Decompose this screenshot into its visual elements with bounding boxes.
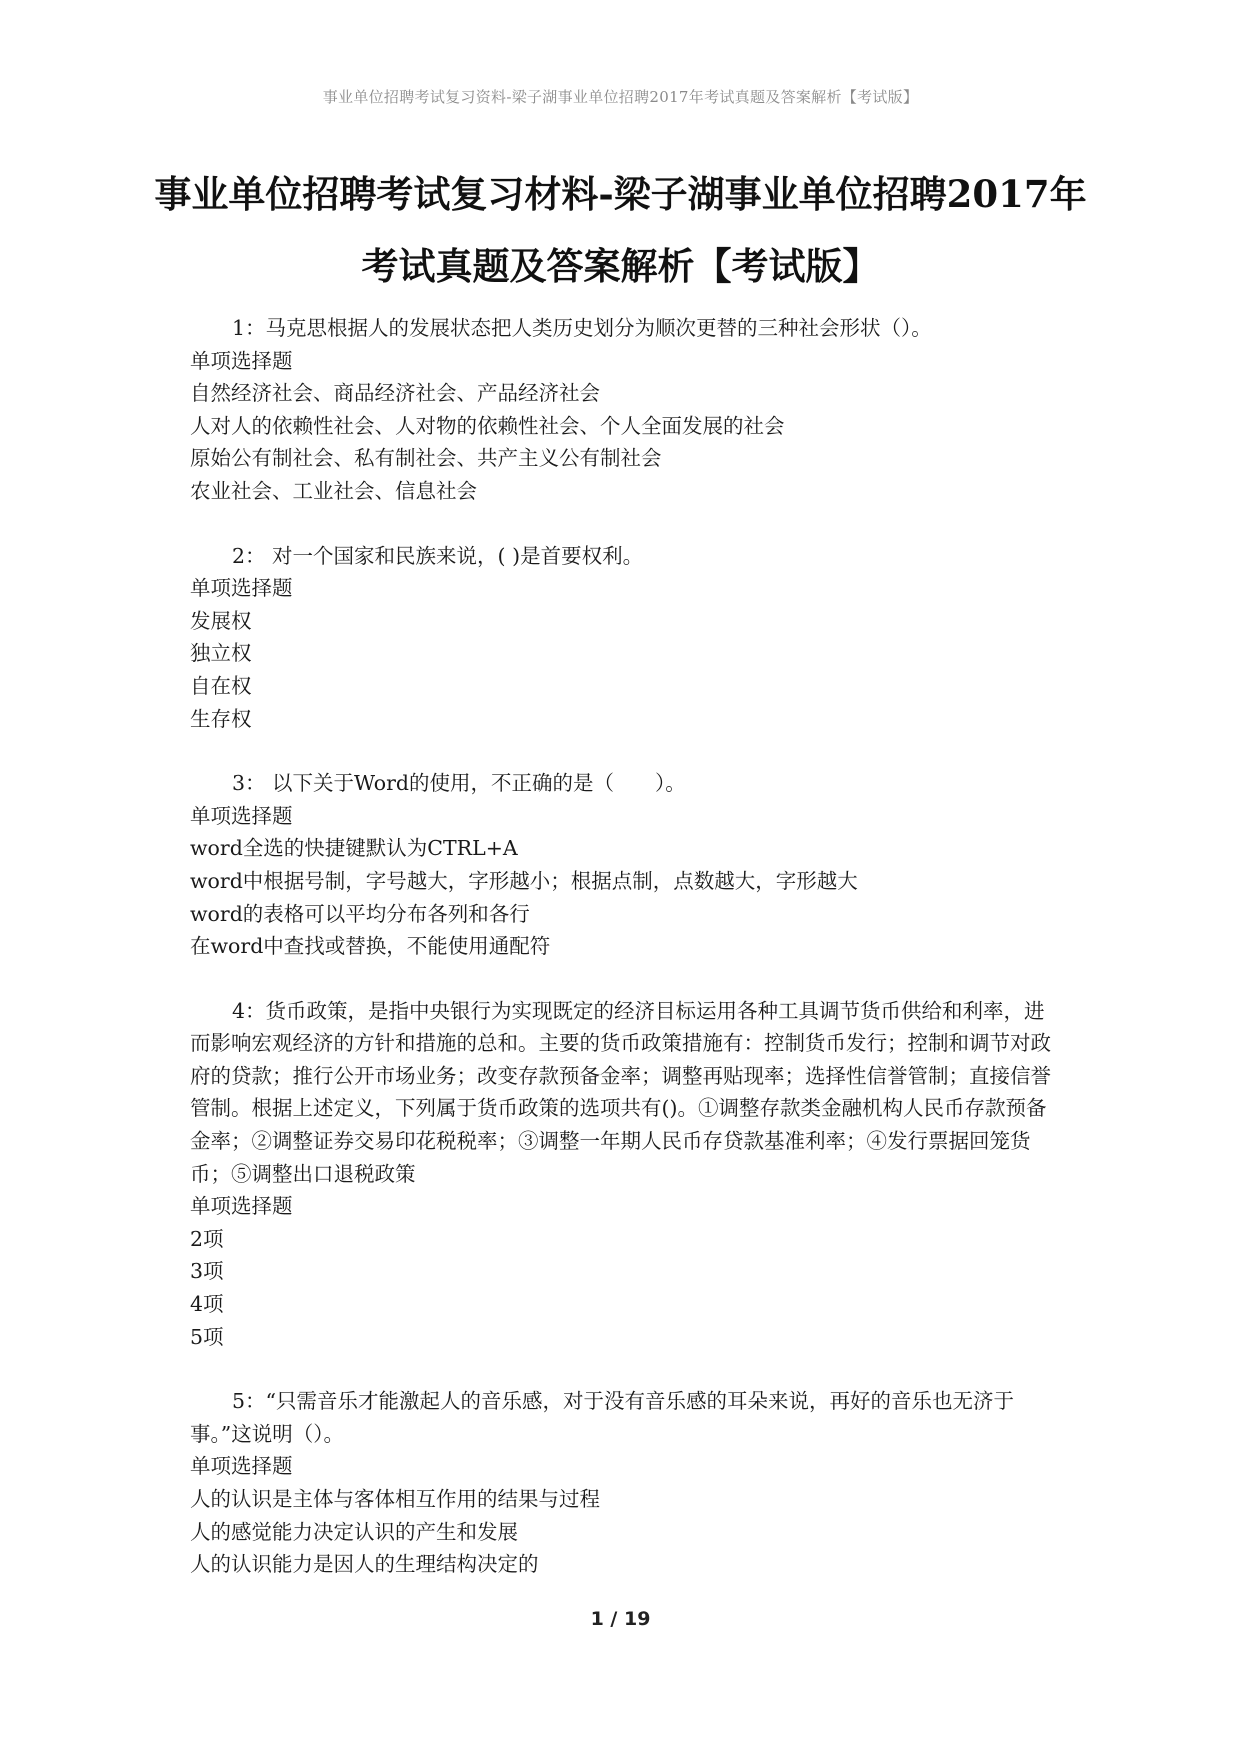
- document-title: [150, 158, 1091, 302]
- question-stem: 3： 以下关于Word的使用，不正确的是（ ）。: [232, 771, 686, 796]
- page-number: 1 / 19: [590, 1608, 651, 1630]
- question-stem: 1：马克思根据人的发展状态把人类历史划分为顺次更替的三种社会形状（）。: [232, 316, 932, 340]
- option: word的表格可以平均分布各列和各行: [190, 901, 530, 926]
- running-header: 事业单位招聘考试复习资料-梁子湖事业单位招聘2017年考试真题及答案解析【考试版】: [322, 88, 919, 106]
- question-1: [190, 312, 1060, 508]
- question-type: 单项选择题: [190, 576, 293, 601]
- option: 在word中查找或替换，不能使用通配符: [190, 934, 551, 959]
- question-2: [190, 540, 1060, 736]
- option: 4项: [190, 1292, 224, 1317]
- question-3: [190, 767, 1060, 963]
- option: 农业社会、工业社会、信息社会: [190, 478, 477, 503]
- question-type: 单项选择题: [190, 1454, 293, 1479]
- question-list: [190, 312, 1060, 1613]
- option: 2项: [190, 1226, 224, 1251]
- option: 发展权: [190, 608, 252, 633]
- option: 人的认识能力是因人的生理结构决定的: [190, 1552, 539, 1577]
- question-type: 单项选择题: [190, 803, 293, 828]
- option: 人的感觉能力决定认识的产生和发展: [190, 1519, 518, 1544]
- option: word全选的快捷键默认为CTRL+A: [190, 836, 518, 861]
- option: 人对人的依赖性社会、人对物的依赖性社会、个人全面发展的社会: [190, 413, 785, 438]
- option: 5项: [190, 1324, 224, 1349]
- question-type: 单项选择题: [190, 1194, 293, 1219]
- question-4: [190, 995, 1060, 1354]
- title-line-1: 事业单位招聘考试复习材料-梁子湖事业单位招聘2017年: [154, 172, 1087, 216]
- question-5: [190, 1385, 1060, 1581]
- option: 3项: [190, 1259, 224, 1284]
- option: 自然经济社会、商品经济社会、产品经济社会: [190, 381, 600, 406]
- option: 生存权: [190, 706, 252, 731]
- question-stem: 5：“只需音乐才能激起人的音乐感，对于没有音乐感的耳朵来说，再好的音乐也无济于事。”这说明（）。: [190, 1389, 1015, 1446]
- option: 人的认识是主体与客体相互作用的结果与过程: [190, 1487, 600, 1511]
- option: 原始公有制社会、私有制社会、共产主义公有制社会: [190, 446, 662, 471]
- option: 自在权: [190, 673, 252, 698]
- question-type: 单项选择题: [190, 348, 293, 373]
- option: 独立权: [190, 641, 252, 666]
- option: word中根据号制，字号越大，字形越小；根据点制，点数越大，字形越大: [190, 868, 858, 893]
- question-stem: 2： 对一个国家和民族来说，( )是首要权利。: [232, 543, 644, 568]
- title-line-2: 考试真题及答案解析【考试版】: [361, 244, 880, 288]
- question-stem: 4：货币政策，是指中央银行为实现既定的经济目标运用各种工具调节货币供给和利率，进而影响宏观经济的方针和措施的总和。主要的货币政策措施有：控制货币发行；控制和调节对政府的贷款；推行公开市场业务；改变存款预备金率；调整再贴现率；选择性信誉管制；直接信誉管制。根据上述定义，下列属于货币政策的选项共有()。①调整存款类金融机构人民币存款预备金率；②调整证券交易印花税税率；③调整一年期人民币存贷款基准利率；④发行票据回笼货币；⑤调整出口退税政策: [190, 998, 1051, 1186]
